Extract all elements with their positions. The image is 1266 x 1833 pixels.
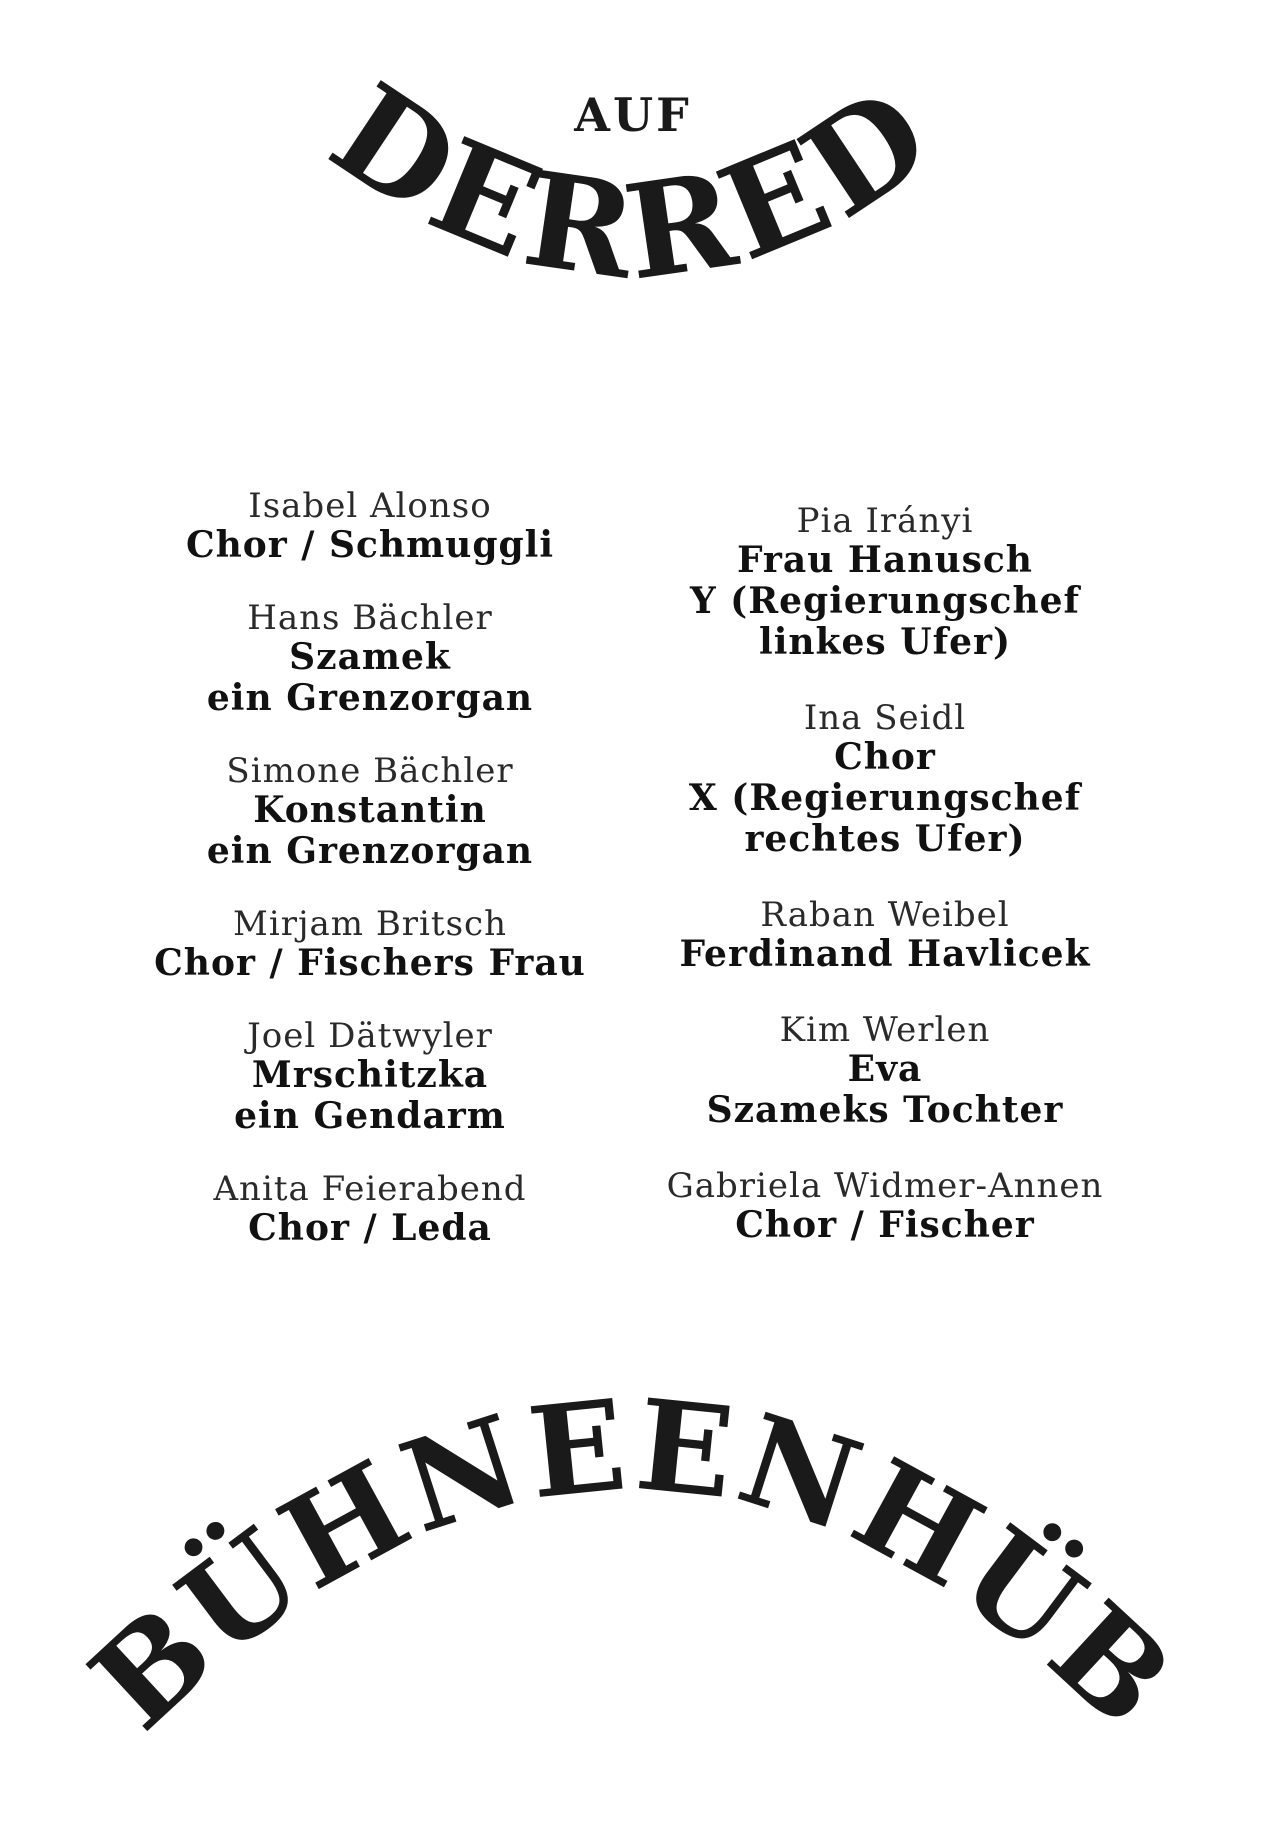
role-line: Chor / Fischers Frau <box>154 942 586 984</box>
role-line: Eva <box>847 1048 923 1090</box>
cast-entry <box>630 502 1140 663</box>
actor-name: Anita Feierabend <box>213 1169 527 1209</box>
cast-entry <box>130 1170 610 1249</box>
cast-entry <box>130 1017 610 1137</box>
cast-entry <box>630 1167 1140 1246</box>
svg-text:BÜHNEENHÜB <box>64 1372 1202 1757</box>
role-line: Frau Hanusch <box>737 539 1033 581</box>
actor-name: Gabriela Widmer-Annen <box>666 1166 1104 1206</box>
actor-name: Isabel Alonso <box>248 486 492 526</box>
role-line: Y (Regierungschef <box>689 580 1081 622</box>
title-arc-bottom-text: BÜHNEENHÜB <box>64 1372 1202 1758</box>
title-arc-top-text: DERRED <box>306 54 960 310</box>
actor-name: Pia Irányi <box>796 501 974 541</box>
role-line: ein Grenzorgan <box>206 830 534 872</box>
role-line: X (Regierungschef <box>688 777 1082 819</box>
cast-entry <box>130 487 610 566</box>
title-auf: AUF <box>574 88 692 142</box>
actor-name: Hans Bächler <box>247 598 493 638</box>
cast-entry <box>630 896 1140 975</box>
cast-entry <box>130 599 610 719</box>
cast-entry <box>630 699 1140 860</box>
role-line: Chor / Schmuggli <box>185 524 555 566</box>
cast-column-right <box>630 502 1140 1282</box>
role-line: rechtes Ufer) <box>744 818 1026 860</box>
role-line: ein Gendarm <box>234 1095 506 1137</box>
role-line: Szameks Tochter <box>706 1089 1064 1131</box>
actor-name: Simone Bächler <box>226 751 514 791</box>
actor-name: Kim Werlen <box>779 1010 991 1050</box>
role-line: Szamek <box>289 636 451 678</box>
actor-name: Ina Seidl <box>803 698 967 738</box>
cast-entry <box>630 1011 1140 1131</box>
role-line: Chor <box>834 736 936 778</box>
cast-column-left <box>130 487 610 1282</box>
role-line: Mrschitzka <box>251 1054 489 1096</box>
cast-entry <box>130 752 610 872</box>
role-line: linkes Ufer) <box>759 621 1011 663</box>
title-arc-top <box>0 0 1266 360</box>
role-line: ein Grenzorgan <box>206 677 534 719</box>
cast-entry <box>130 905 610 984</box>
actor-name: Mirjam Britsch <box>233 904 507 944</box>
role-line: Ferdinand Havlicek <box>679 933 1091 975</box>
role-line: Chor / Fischer <box>735 1204 1035 1246</box>
actor-name: Joel Dätwyler <box>247 1016 493 1056</box>
role-line: Chor / Leda <box>248 1207 492 1249</box>
role-line: Konstantin <box>253 789 487 831</box>
actor-name: Raban Weibel <box>760 895 1010 935</box>
svg-text:DERRED <box>306 54 960 310</box>
title-arc-bottom <box>0 1372 1266 1820</box>
